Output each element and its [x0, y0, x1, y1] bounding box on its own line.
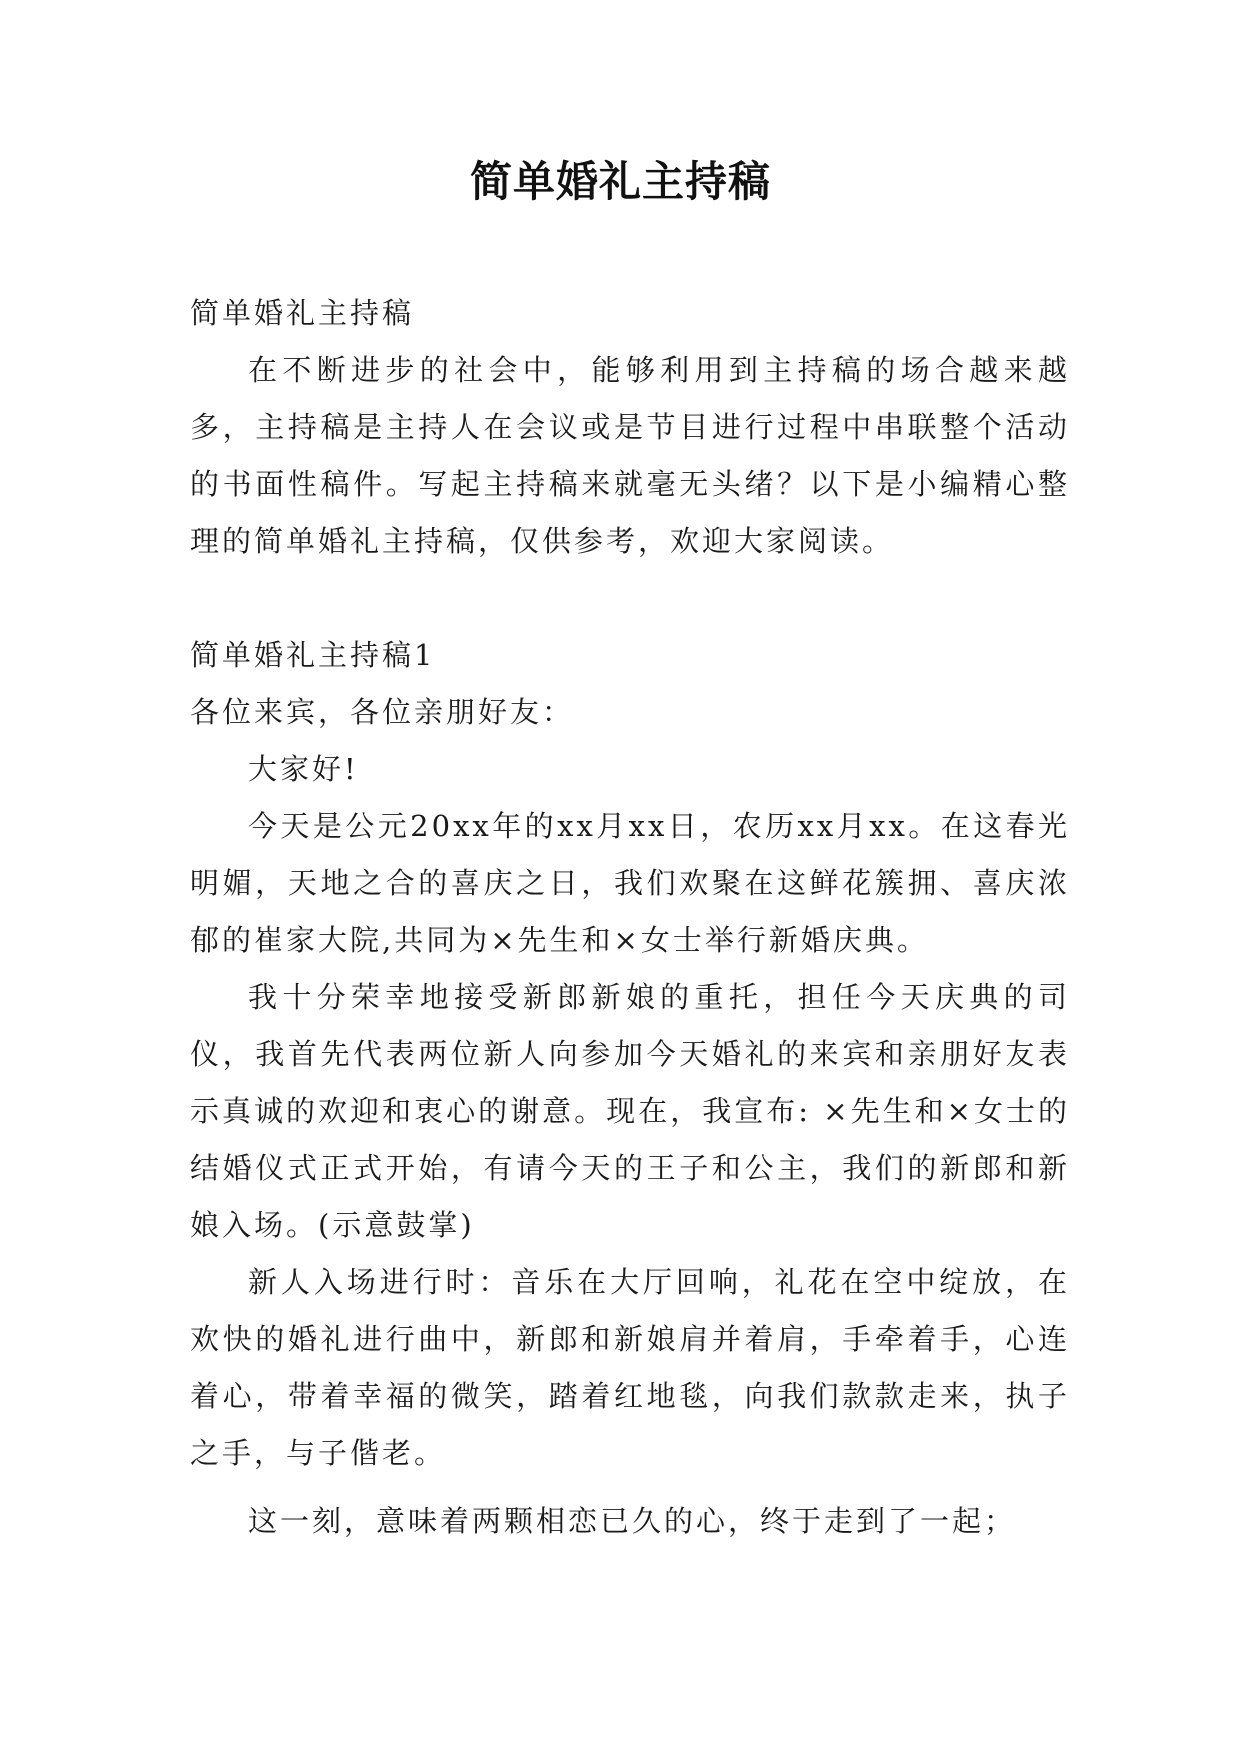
document-body [190, 285, 1070, 1550]
greeting: 大家好! [248, 752, 359, 786]
document-subtitle: 简单婚礼主持稿 [190, 296, 415, 330]
document-title: 简单婚礼主持稿 [469, 157, 771, 206]
body-paragraph: 今天是公元20xx年的xx月xx日，农历xx月xx。在这春光明媚，天地之合的喜庆之日，我们欢聚在这鲜花簇拥、喜庆浓郁的崔家大院,共同为×先生和×女士举行新婚庆典。 [190, 809, 1070, 957]
intro-paragraph: 在不断进步的社会中，能够利用到主持稿的场合越来越多，主持稿是主持人在会议或是节目进行过程中串联整个活动的书面性稿件。写起主持稿来就毫无头绪？以下是小编精心整理的简单婚礼主持稿，仅供参考，欢迎大家阅读。 [190, 353, 1070, 558]
paragraph-spacer [190, 1482, 1070, 1493]
section-spacer [190, 570, 1070, 627]
body-paragraph: 我十分荣幸地接受新郎新娘的重托，担任今天庆典的司仪，我首先代表两位新人向参加今天婚礼的来宾和亲朋好友表示真诚的欢迎和衷心的谢意。现在，我宣布: ×先生和×女士的结婚仪式正式开始，有请今天的王子和公主，我们的新郎和新娘入场。(示意鼓掌) [190, 980, 1070, 1242]
body-paragraph: 新人入场进行时：音乐在大厅回响，礼花在空中绽放，在欢快的婚礼进行曲中，新郎和新娘肩并着肩，手牵着手，心连着心，带着幸福的微笑，踏着红地毯，向我们款款走来，执子之手，与子偕老。 [190, 1265, 1070, 1470]
body-paragraph: 这一刻，意味着两颗相恋已久的心，终于走到了一起； [248, 1504, 1017, 1538]
salutation: 各位来宾，各位亲朋好友： [190, 695, 575, 729]
section-heading: 简单婚礼主持稿1 [190, 638, 436, 672]
